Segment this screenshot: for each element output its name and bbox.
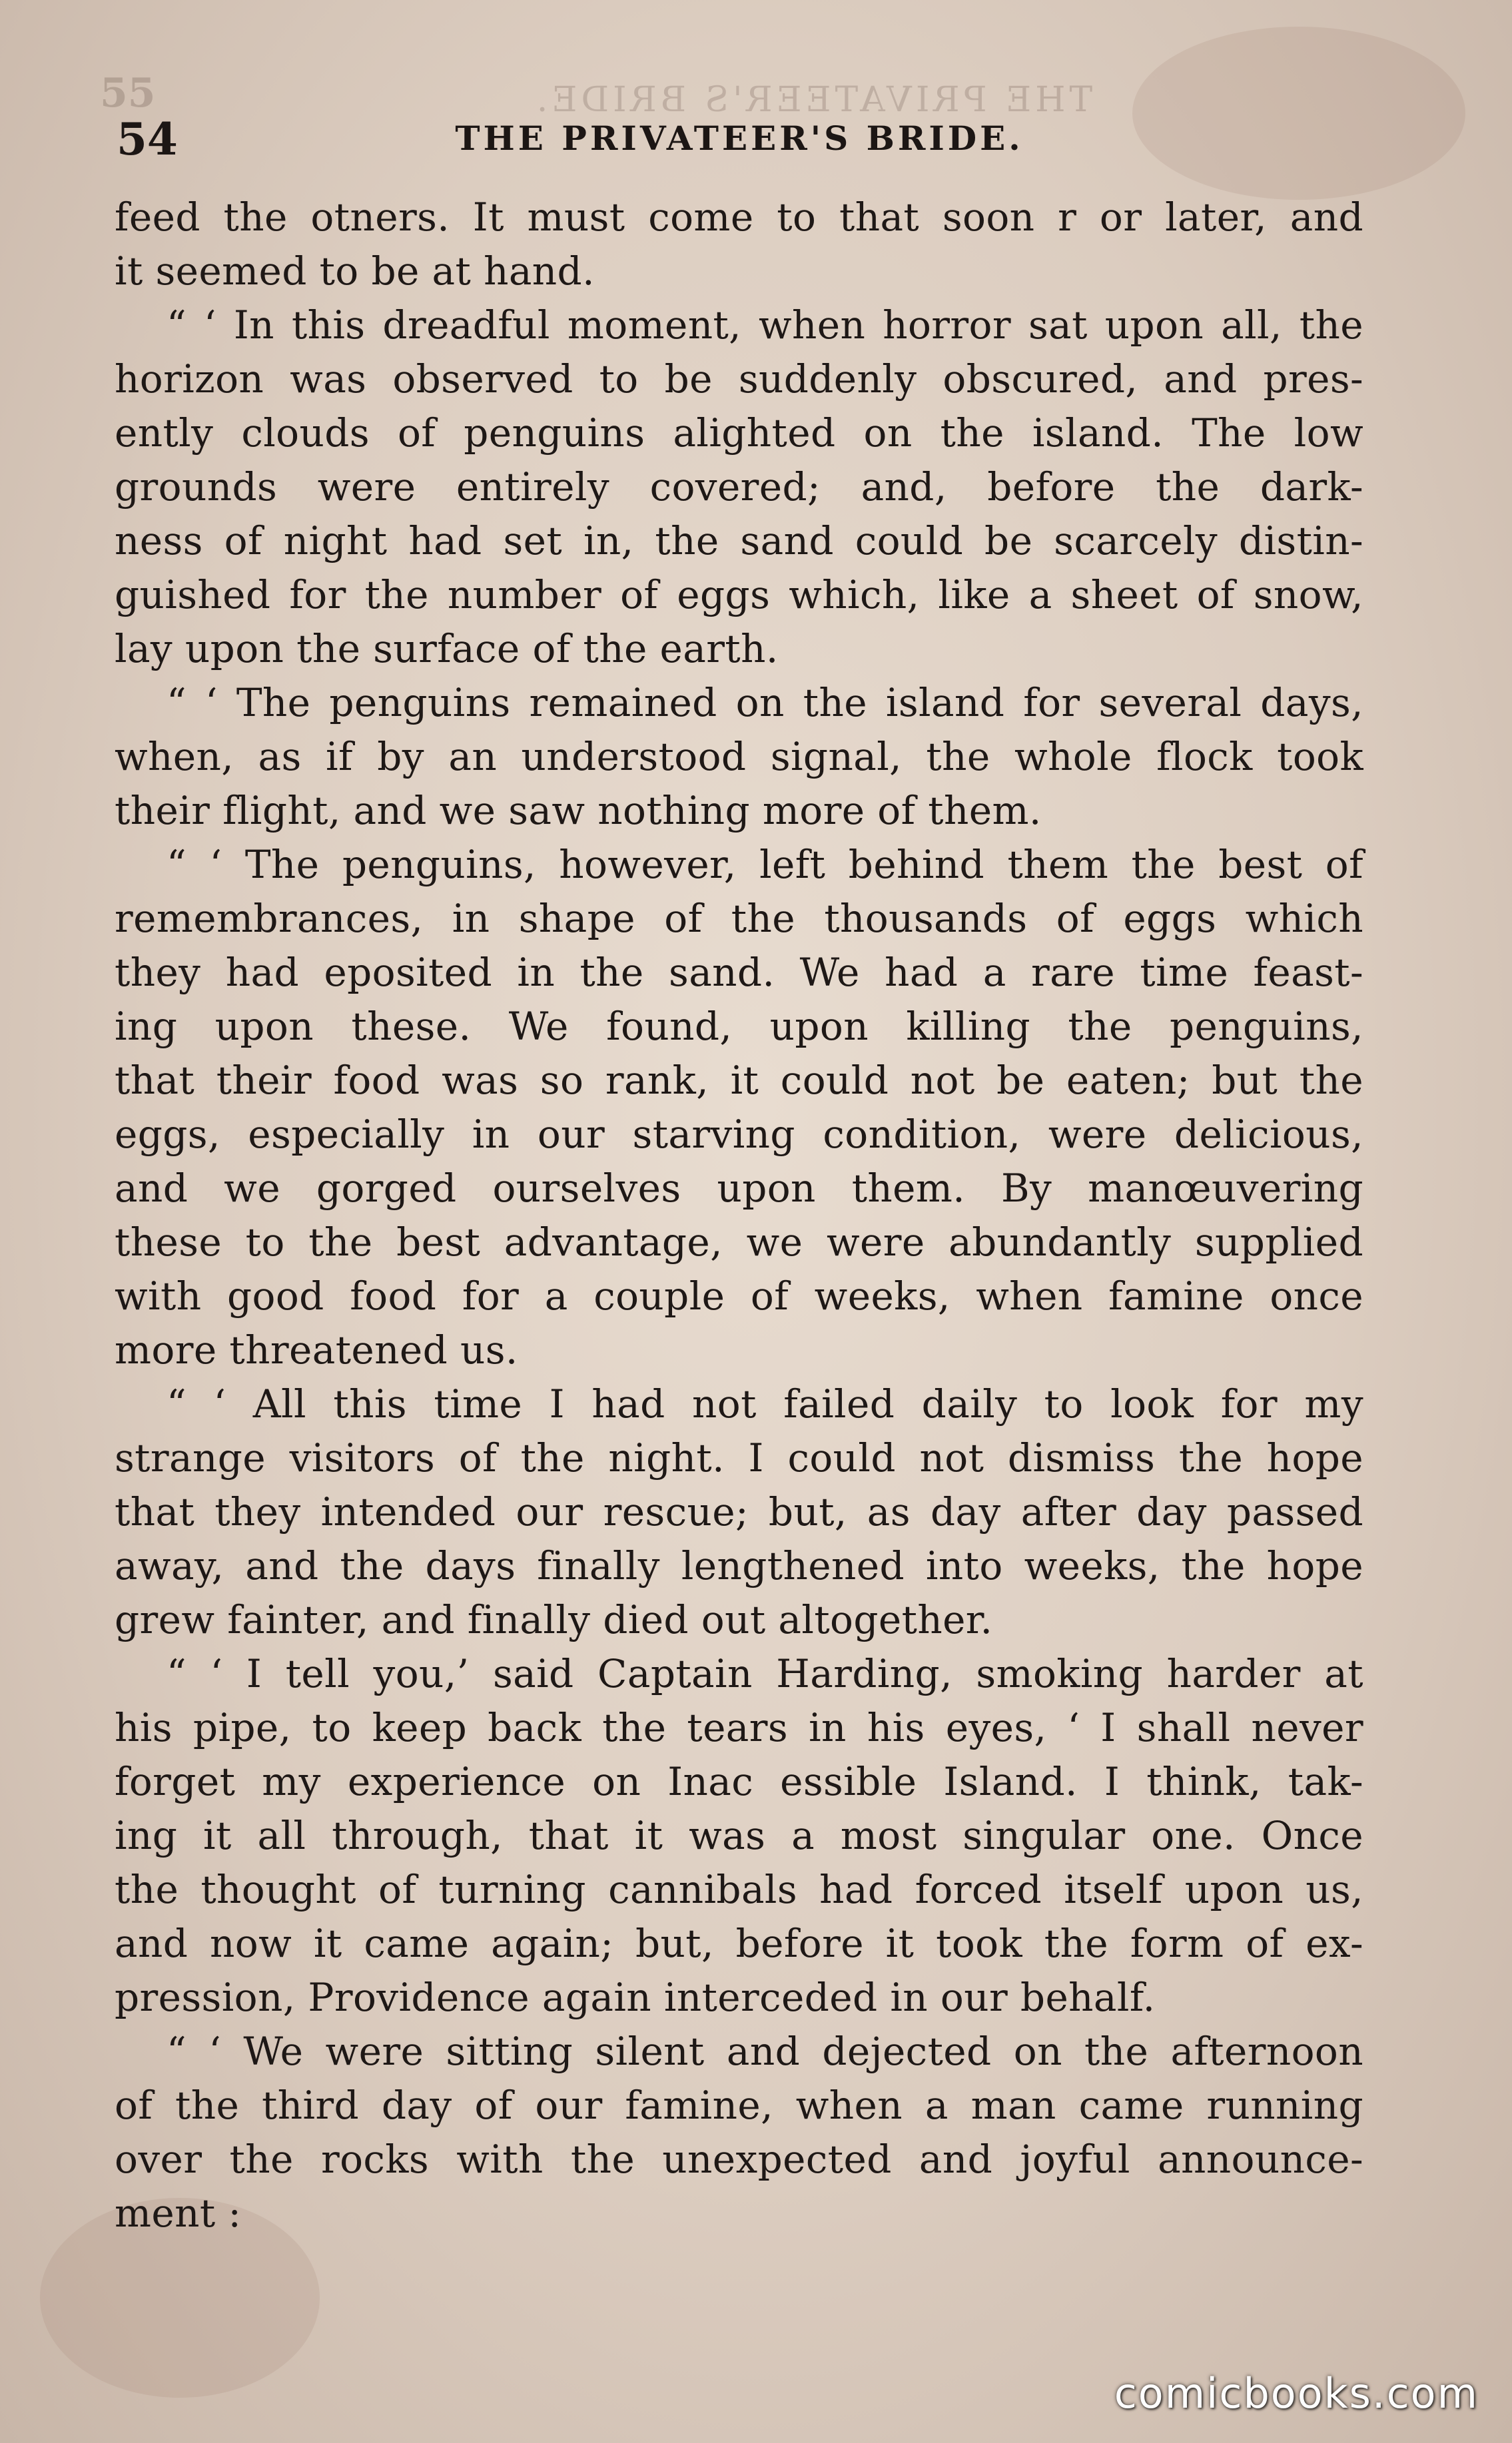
text-line: ment : [115, 2191, 242, 2236]
text-line: their flight, and we saw nothing more of them. [115, 788, 1042, 833]
text-line: guished for the number of eggs which, like a sheet of snow, [115, 572, 1363, 617]
text-line: and now it came again; but, before it took the form of ex- [115, 1921, 1363, 1966]
text-line: “ ‘ All this time I had not failed daily to look for my [167, 1381, 1363, 1427]
text-line: feed the otners. It must come to that soon r or later, and [115, 194, 1363, 240]
page-header [117, 113, 1362, 173]
text-line: lay upon the surface of the earth. [115, 626, 779, 671]
text-line: grew fainter, and finally died out altogether. [115, 1597, 993, 1642]
page-number: 54 [117, 113, 178, 165]
text-line: ness of night had set in, the sand could be scarcely distin- [115, 518, 1363, 563]
text-line: with good food for a couple of weeks, when famine once [115, 1273, 1363, 1319]
text-line: “ ‘ I tell you,’ said Captain Harding, smoking harder at [167, 1651, 1363, 1696]
text-line: “ ‘ In this dreadful moment, when horror sat upon all, the [167, 302, 1363, 348]
text-line: away, and the days finally lengthened into weeks, the hope [115, 1543, 1363, 1588]
text-line: grounds were entirely covered; and, before the dark- [115, 464, 1363, 510]
text-line: it seemed to be at hand. [115, 248, 595, 294]
text-line: eggs, especially in our starving condition, were delicious, [115, 1112, 1363, 1157]
text-line: his pipe, to keep back the tears in his eyes, ‘ I shall never [115, 1705, 1363, 1750]
text-line: ently clouds of penguins alighted on the island. The low [115, 410, 1363, 456]
text-line: more threatened us. [115, 1327, 518, 1373]
show-through-page-number: 55 [100, 70, 156, 117]
watermark: comicbooks.com [1114, 2369, 1479, 2418]
text-line: when, as if by an understood signal, the whole flock took [115, 734, 1363, 779]
text-line: that their food was so rank, it could not be eaten; but the [115, 1058, 1363, 1103]
running-title: THE PRIVATEER'S BRIDE. [455, 119, 1024, 158]
text-line: remembrances, in shape of the thousands of eggs which [115, 896, 1363, 941]
text-line: the thought of turning cannibals had forced itself upon us, [115, 1867, 1363, 1912]
text-line: ing it all through, that it was a most singular one. Once [115, 1813, 1363, 1858]
text-line: “ ‘ The penguins remained on the island for several days, [167, 680, 1363, 725]
text-line: ing upon these. We found, upon killing the penguins, [115, 1004, 1363, 1049]
text-line: over the rocks with the unexpected and joyful announce- [115, 2137, 1363, 2182]
text-line: forget my experience on Inac essible Island. I think, tak- [115, 1759, 1363, 1804]
text-line: of the third day of our famine, when a man came running [115, 2083, 1363, 2128]
text-line: and we gorged ourselves upon them. By manœuvering [115, 1166, 1363, 1211]
text-line: “ ‘ We were sitting silent and dejected on the afternoon [167, 2029, 1363, 2074]
text-line: pression, Providence again interceded in our behalf. [115, 1975, 1156, 2020]
body-text [115, 190, 1363, 2241]
show-through-running-title: THE PRIVATEER'S BRIDE. [532, 80, 1093, 120]
text-line: these to the best advantage, we were abundantly supplied [115, 1220, 1363, 1265]
text-line: they had eposited in the sand. We had a rare time feast- [115, 950, 1363, 995]
text-line: horizon was observed to be suddenly obscured, and pres- [115, 356, 1363, 402]
text-line: that they intended our rescue; but, as day after day passed [115, 1489, 1363, 1535]
text-line: “ ‘ The penguins, however, left behind them the best of [167, 842, 1363, 887]
text-line: strange visitors of the night. I could not dismiss the hope [115, 1435, 1363, 1481]
